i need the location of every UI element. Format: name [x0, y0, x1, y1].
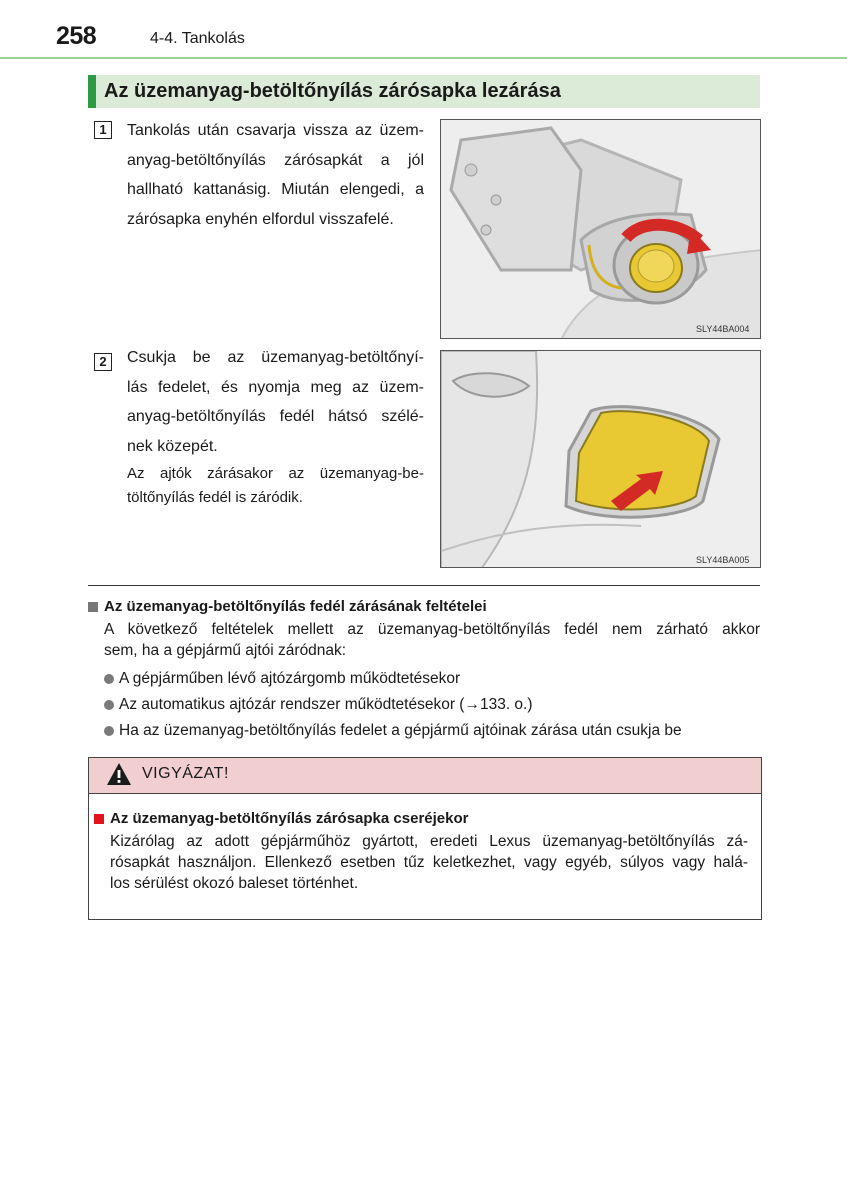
list-item-text: A gépjárműben lévő ajtózárgomb működtetésekor	[119, 670, 461, 687]
section-header	[88, 75, 760, 108]
square-bullet-icon	[88, 602, 98, 612]
conditions-intro-line: sem, ha a gépjármű ajtói záródnak:	[104, 642, 347, 659]
warning-text	[110, 831, 748, 894]
section-divider	[88, 585, 760, 586]
step-2-line: Csukja be az üzemanyag-betöltőnyí-	[127, 349, 424, 366]
step-1-number: 1	[94, 121, 112, 139]
figure-2-code: SLY44BA005	[696, 555, 750, 565]
header-rule	[0, 57, 847, 59]
warning-subheading	[94, 810, 750, 827]
list-item	[104, 692, 760, 718]
step-2-line: anyag-betöltőnyílás fedél hátsó szélé-	[127, 408, 424, 425]
step-1-line: Tankolás után csavarja vissza az üzem-	[127, 122, 424, 139]
warning-content	[94, 810, 750, 894]
step-2-note-line: Az ajtók zárásakor az üzemanyag-be-	[127, 465, 424, 482]
warning-triangle-icon	[106, 762, 132, 786]
figure-fuel-cap	[440, 119, 761, 339]
fuel-cap-illustration	[441, 120, 761, 339]
conditions-list	[104, 666, 760, 744]
warning-subtitle: Az üzemanyag-betöltőnyílás zárósapka cseréjekor	[110, 810, 469, 827]
step-1-line: zárósapka enyhén elfordul visszafelé.	[127, 210, 394, 228]
list-item	[104, 666, 760, 692]
step-2-note	[127, 462, 424, 510]
list-item	[104, 718, 760, 744]
warning-title: VIGYÁZAT!	[142, 765, 229, 782]
conditions-intro-line: A következő feltételek mellett az üzemanyag-betöltőnyílás fedél nem zárható akkor	[104, 621, 760, 638]
warning-line: rósapkát használjon. Ellenkező esetben tűz keletkezhet, vagy egyéb, súlyos vagy halá-	[110, 854, 748, 871]
step-2-line: lás fedelet, és nyomja meg az üzem-	[127, 378, 424, 396]
step-2-note-line: töltőnyílás fedél is záródik.	[127, 489, 303, 506]
conditions-intro	[104, 619, 760, 661]
step-1-line: anyag-betöltőnyílás zárósapkát a jól	[127, 151, 424, 169]
step-1-line: hallható kattanásig. Miután elengedi, a	[127, 181, 424, 198]
bullet-dot-icon	[104, 700, 114, 710]
warning-line: los sérülést okozó baleset történhet.	[110, 875, 359, 892]
bullet-dot-icon	[104, 726, 114, 736]
step-2-number: 2	[94, 353, 112, 371]
figure-fuel-door	[440, 350, 761, 568]
step-2-line: nek közepét.	[127, 437, 218, 455]
warning-line: Kizárólag az adott gépjárműhöz gyártott, eredeti Lexus üzemanyag-betöltőnyílás zá-	[110, 833, 748, 850]
conditions-block	[88, 598, 760, 744]
bullet-dot-icon	[104, 674, 114, 684]
page-number: 258	[56, 22, 97, 50]
figure-1-code: SLY44BA004	[696, 324, 750, 334]
step-1-text	[127, 116, 424, 234]
conditions-heading	[88, 598, 760, 615]
red-square-icon	[94, 814, 104, 824]
conditions-title: Az üzemanyag-betöltőnyílás fedél zárásának feltételei	[104, 598, 487, 615]
section-title: Az üzemanyag-betöltőnyílás zárósapka lezárása	[104, 80, 561, 102]
step-2-text	[127, 343, 424, 461]
list-item-text: Ha az üzemanyag-betöltőnyílás fedelet a gépjármű ajtóinak zárása után csukja be	[119, 722, 682, 739]
chapter-title: 4-4. Tankolás	[150, 30, 245, 47]
fuel-door-illustration	[441, 351, 761, 568]
list-item-text: Az automatikus ajtózár rendszer működtetésekor (→133. o.)	[119, 696, 533, 713]
